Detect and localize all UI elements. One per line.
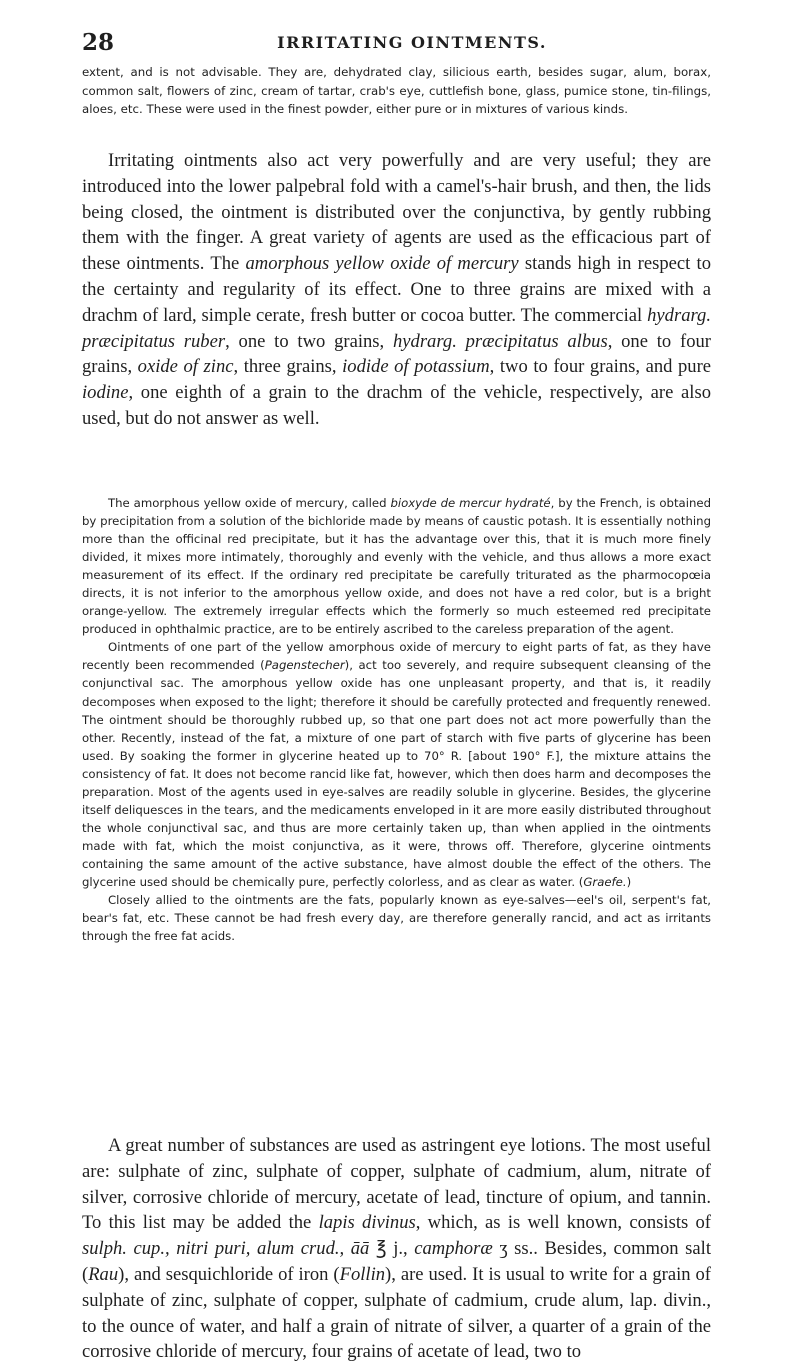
astringent-lotions-block xyxy=(82,1133,711,1365)
text-run: Irritating ointments also act very powerfully and are very useful; they are introduced into the lower palpebral fold with a camel's-hair brush, and then, the lids being closed, the ointment is distributed over the conjunctiva, by gently rubbing them with the finger. A great variety of agents are used as the efficacious part of these ointments. The xyxy=(82,150,711,275)
note-ointments-glycerine xyxy=(82,638,711,891)
text-run: A great number of substances are used as astringent eye lotions. The most useful are: sulphate of zinc, sulphate of copper, sulphate of cadmium, alum, nitrate of silver, corrosive chloride of mercury, acetate of lead, tincture of opium, and tannin. To this list may be added the xyxy=(82,1135,711,1234)
astringent-lotions-paragraph xyxy=(82,1133,711,1365)
text-run: ), act too severely, and require subsequent cleansing of the conjunctival sac. The amorphous yellow oxide has one unpleasant property, and that is, it readily decomposes when exposed to the light; therefore it should be carefully protected and frequently renewed. The ointment should be thoroughly rubbed up, so that one part does not act more powerfully than the other. Recently, instead of the fat, a mixture of one part of starch with five parts of glycerine has been used. By soaking the former in glycerine heated up to 70° R. [about 190° F.], the mixture attains the consistency of fat. It does not become rancid like fat, however, which then does harm and decomposes the preparation. Most of the agents used in eye-salves are readily soluble in glycerine. Besides, the glycerine itself deliquesces in the tears, and the medicaments enveloped in it are more easily distributed throughout the whole conjunctival sac, and thus are more certainly taken up, than when applied in the ointments made with fat, which the moist conjunctiva, as it were, throws off. Therefore, glycerine ointments containing the same amount of the active substance, have almost double the effect of the others. The glycerine used should be chemically pure, perfectly colorless, and as clear as water. ( xyxy=(82,658,711,889)
page-number: 28 xyxy=(82,29,115,56)
text-run: , one to two grains, xyxy=(225,330,393,352)
text-run: , which, as is well known, consists of xyxy=(415,1212,711,1234)
note-eye-salves: Closely allied to the ointments are the fats, popularly known as eye-salves—eel's oil, serpent's fat, bear's fat, etc. These cannot be had fresh every day, are therefore generally rancid, and act as irritants through the free fat acids. xyxy=(82,893,711,944)
italic-term: iodine xyxy=(82,382,129,404)
text-run: stands high in respect to the certainty and regularity of its effect. One to three grains are mixed with a drachm of lard, simple cerate, fresh butter or cocoa butter. The commercial xyxy=(82,253,712,326)
italic-term: oxide of zinc xyxy=(137,356,234,378)
italic-term: hydrarg. præcipitatus albus xyxy=(392,330,608,352)
italic-term: camphoræ xyxy=(414,1238,493,1260)
text-run: The amorphous yellow oxide of mercury, called xyxy=(108,496,391,510)
text-run: , by the French, is obtained by precipitation from a solution of the bichloride made by means of caustic potash. It is essentially nothing more than the officinal red precipitate, but it has the advantage over this, that it is much more finely divided, it mixes more intimately, thoroughly and evenly with the vehicle, and thus allows a more exact measurement of its effect. If the ordinary red precipitate be carefully triturated as the pharmocopœia directs, it is not inferior to the amorphous yellow oxide, and does not have a red color, but is a bright orange-yellow. The extremely irregular effects which the formerly so much esteemed red precipitate produced in ophthalmic practice, are to be entirely ascribed to the careless preparation of the agent. xyxy=(82,496,711,637)
text-run: Ointments of one part of the yellow amorphous oxide of mercury to eight parts of fat, as they have recently been recommended ( xyxy=(82,640,711,673)
italic-term: Pagenstecher xyxy=(264,658,345,673)
intro-paragraph-block xyxy=(82,63,711,119)
irritating-ointments-block xyxy=(82,148,711,432)
italic-term: iodide of potassium xyxy=(342,356,490,378)
text-run: , one to four grains, xyxy=(82,330,711,378)
italic-term: lapis divinus xyxy=(318,1212,416,1234)
page-header xyxy=(82,28,702,58)
notes-block xyxy=(82,494,711,945)
irritating-ointments-paragraph xyxy=(82,148,711,432)
note-amorphous-oxide xyxy=(82,494,711,638)
italic-term: sulph. cup., nitri puri, alum crud., āā xyxy=(82,1238,370,1260)
italic-term: bioxyde de mercur hydraté xyxy=(390,496,551,510)
italic-term: Graefe. xyxy=(583,874,627,889)
text-run: ʒ ss.. Besides, common salt ( xyxy=(82,1238,711,1285)
text-run: ), and sesquichloride of iron ( xyxy=(118,1263,340,1285)
running-title: IRRITATING OINTMENTS. xyxy=(277,33,547,52)
italic-term: Follin xyxy=(339,1263,386,1285)
text-run: ), are used. It is usual to write for a grain of sulphate of zinc, sulphate of copper, sulphate of cadmium, crude alum, lap. divin., to the ounce of water, and half a grain of nitrate of silver, a quarter of a grain of the corrosive chloride of mercury, four grains of acetate of lead, two to xyxy=(82,1263,711,1363)
text-run: ) xyxy=(626,874,632,889)
intro-paragraph: extent, and is not advisable. They are, dehydrated clay, silicious earth, besides sugar, alum, borax, common salt, flowers of zinc, cream of tartar, crab's eye, cuttlefish bone, glass, pumice stone, tin-filings, aloes, etc. These were used in the finest powder, either pure or in mixtures of various kinds. xyxy=(82,65,711,116)
text-run: ℥ j., xyxy=(369,1238,415,1260)
text-run: , three grains, xyxy=(233,356,343,378)
italic-term: amorphous yellow oxide of mercury xyxy=(245,253,519,275)
italic-term: hydrarg. præcipitatus ruber xyxy=(82,304,711,352)
italic-term: Rau xyxy=(88,1263,119,1285)
text-run: , one eighth of a grain to the drachm of the vehicle, respectively, are also used, but do not answer as well. xyxy=(82,382,711,429)
text-run: , two to four grains, and pure xyxy=(489,356,712,378)
